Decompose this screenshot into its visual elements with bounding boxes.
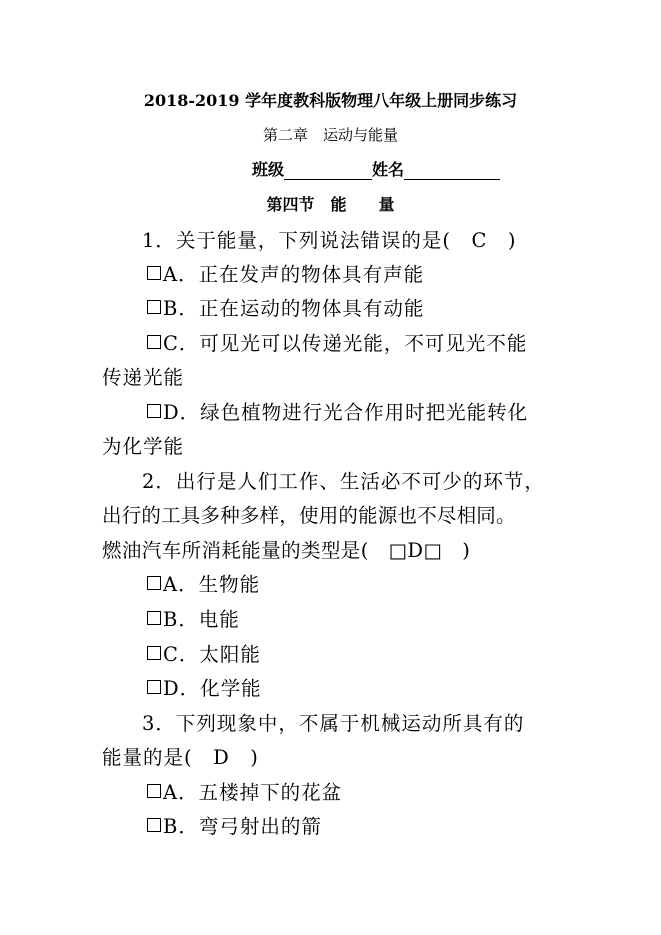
q1-option-d: D．绿色植物进行光合作用时把光能转化	[147, 397, 528, 425]
question-3-stem-line-1: 3．下列现象中，不属于机械运动所具有的	[142, 712, 525, 735]
q1-option-c: C．可见光可以传递光能，不可见光不能	[147, 328, 527, 356]
question-2-stem-line-2: 出行的工具多种多样，使用的能源也不尽相同。	[102, 504, 516, 527]
q2-option-a: A．生物能	[147, 569, 260, 597]
q1-option-b: B．正在运动的物体具有动能	[147, 293, 424, 321]
checkbox-icon[interactable]	[147, 611, 161, 625]
q3-option-a: A．五楼掉下的花盆	[147, 777, 342, 805]
question-3-stem-line-2: 能量的是( D )	[102, 746, 259, 769]
question-1-stem: 1．关于能量，下列说法错误的是( C )	[142, 229, 517, 252]
checkbox-icon[interactable]	[147, 335, 161, 349]
checkbox-icon[interactable]	[147, 576, 161, 590]
q1-option-a: A．正在发声的物体具有声能	[147, 259, 424, 287]
q2-option-b: B．电能	[147, 604, 240, 632]
q2-option-d: D．化学能	[147, 673, 262, 701]
q1-option-c-cont: 传递光能	[102, 366, 185, 389]
checkbox-icon[interactable]	[147, 818, 161, 832]
class-blank[interactable]	[284, 161, 372, 180]
class-name-line	[252, 157, 500, 180]
checkbox-icon[interactable]	[147, 404, 161, 418]
q3-option-b: B．弯弓射出的箭	[147, 811, 322, 839]
checkbox-icon[interactable]	[147, 646, 161, 660]
q2-option-c: C．太阳能	[147, 639, 261, 667]
question-2-stem-line-3: 燃油汽车所消耗能量的类型是( □D□ )	[102, 539, 471, 562]
checkbox-icon[interactable]	[147, 300, 161, 314]
checkbox-icon[interactable]	[147, 680, 161, 694]
class-label: 班级	[252, 160, 285, 179]
name-label: 姓名	[372, 160, 405, 179]
name-blank[interactable]	[404, 161, 500, 180]
checkbox-icon[interactable]	[147, 266, 161, 280]
chapter-heading: 第二章 运动与能量	[262, 126, 398, 144]
section-heading: 第四节 能 量	[266, 195, 395, 214]
q1-option-d-cont: 为化学能	[102, 435, 185, 458]
document-title: 2018-2019 学年度教科版物理八年级上册同步练习	[143, 91, 518, 110]
checkbox-icon[interactable]	[147, 784, 161, 798]
question-2-stem-line-1: 2．出行是人们工作、生活必不可少的环节，	[142, 470, 545, 493]
